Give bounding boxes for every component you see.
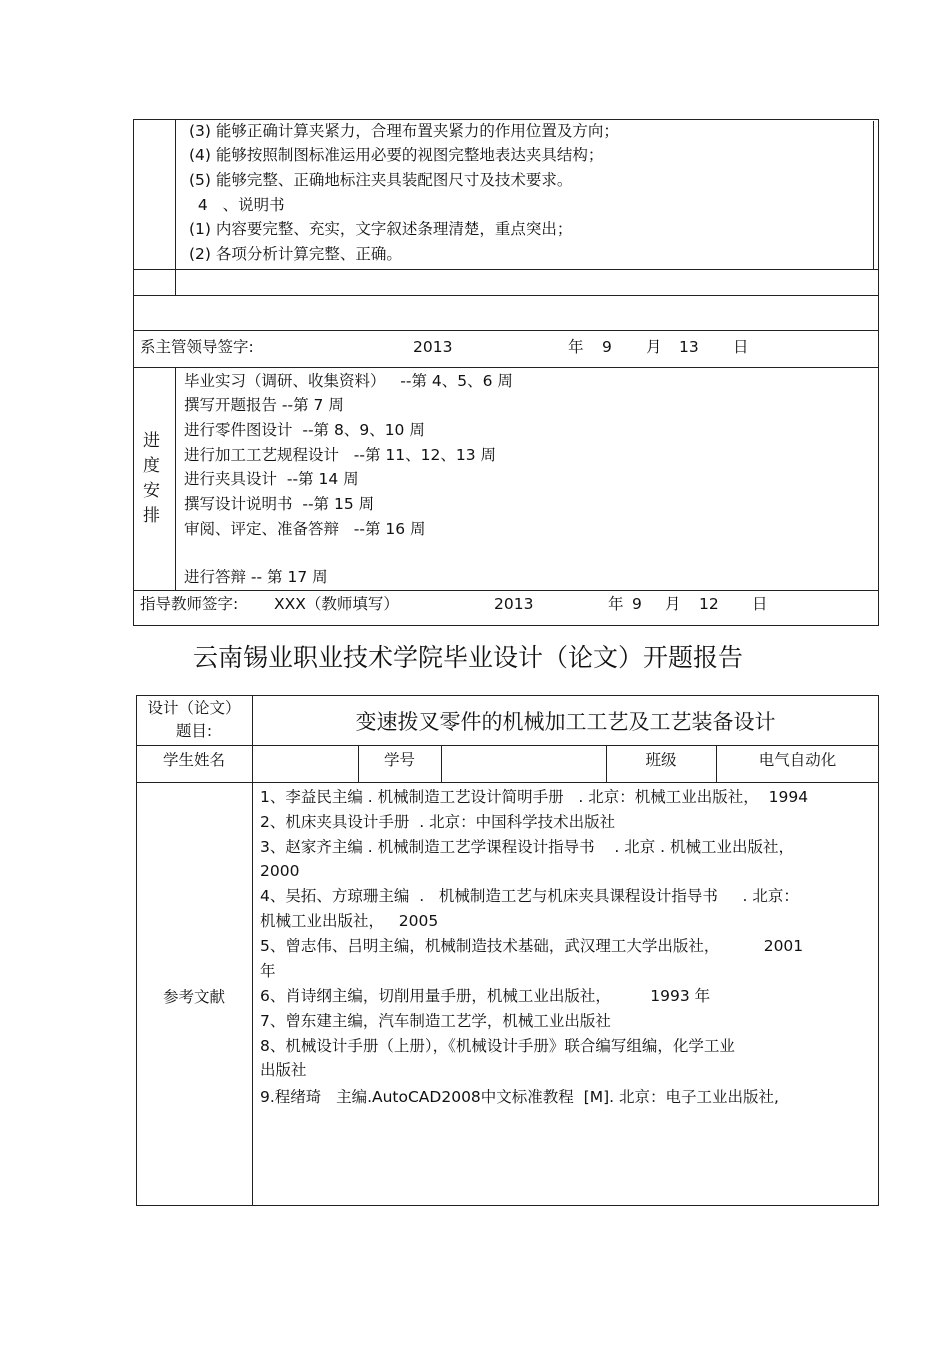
reference-line: 年 xyxy=(260,962,276,980)
teacher-sign-day-unit: 日 xyxy=(752,595,768,613)
reference-line: 机械工业出版社， 2005 xyxy=(260,912,439,930)
reference-line: 6、肖诗纲主编，切削用量手册，机械工业出版社， 1993 年 xyxy=(260,987,711,1005)
schedule-label-column-line xyxy=(175,367,176,590)
reference-line: 3、赵家齐主编 . 机械制造工艺学课程设计指导书 . 北京 . 机械工业出版社， xyxy=(260,838,794,856)
requirement-line: (4) 能够按照制图标准运用必要的视图完整地表达夹具结构； xyxy=(189,146,604,164)
schedule-label-char: 度 xyxy=(143,456,160,476)
table1-row-line-3 xyxy=(133,330,879,331)
dept-sign-year-unit: 年 xyxy=(568,338,584,356)
table2-row-line-1 xyxy=(136,745,879,746)
student-name-label: 学生姓名 xyxy=(162,751,225,769)
table2-col-line-b xyxy=(441,745,442,782)
requirement-line: (5) 能够完整、正确地标注夹具装配图尺寸及技术要求。 xyxy=(189,171,573,189)
reference-line: 7、曾东建主编，汽车制造工艺学，机械工业出版社 xyxy=(260,1012,611,1030)
requirement-line: 4 、说明书 xyxy=(193,196,285,214)
table2-row-line-2 xyxy=(136,782,879,783)
dept-sign-month-unit: 月 xyxy=(646,338,662,356)
schedule-label-char: 进 xyxy=(143,431,160,451)
reference-line: 4、吴拓、方琼珊主编 . 机械制造工艺与机床夹具课程设计指导书 . 北京： xyxy=(260,887,799,905)
topic-label-line2: 题目: xyxy=(175,722,213,740)
dept-sign-day: 13 xyxy=(679,338,699,356)
class-label: 班级 xyxy=(645,751,677,769)
schedule-item: 撰写开题报告 --第 7 周 xyxy=(184,396,344,414)
schedule-item: 进行零件图设计 --第 8、9、10 周 xyxy=(184,421,425,439)
schedule-item: 毕业实习（调研、收集资料） --第 4、5、6 周 xyxy=(184,372,513,390)
class-value: 电气自动化 xyxy=(758,751,837,769)
student-id-label: 学号 xyxy=(383,751,415,769)
teacher-sign-month-unit: 月 xyxy=(665,595,681,613)
table1-row-line-1 xyxy=(133,269,879,270)
requirement-line: (3) 能够正确计算夹紧力，合理布置夹紧力的作用位置及方向； xyxy=(189,122,619,140)
table1-row-line-4 xyxy=(133,367,879,368)
dept-sign-year: 2013 xyxy=(413,338,453,356)
schedule-item: 撰写设计说明书 --第 15 周 xyxy=(184,495,375,513)
reference-line: 8、机械设计手册（上册），《机械设计手册》联合编写组编，化学工业 xyxy=(260,1037,735,1055)
reference-line: 2000 xyxy=(260,862,300,880)
topic-value: 变速拨叉零件的机械加工工艺及工艺装备设计 xyxy=(355,710,776,734)
table1-inner-right-border xyxy=(873,121,874,269)
table2-label-column-line xyxy=(252,695,253,1206)
teacher-sign-day: 12 xyxy=(699,595,719,613)
schedule-label-char: 安 xyxy=(143,481,160,501)
teacher-sign-label: 指导教师签字: xyxy=(140,595,239,613)
table1-row-line-2 xyxy=(133,295,879,296)
table1-row-line-5 xyxy=(133,590,879,591)
reference-line: 2、机床夹具设计手册 . 北京：中国科学技术出版社 xyxy=(260,813,616,831)
dept-sign-month: 9 xyxy=(602,338,612,356)
dept-sign-label: 系主管领导签字: xyxy=(140,338,254,356)
schedule-item: 进行答辩 -- 第 17 周 xyxy=(184,568,328,586)
reference-line: 出版社 xyxy=(260,1061,307,1079)
requirement-line: (2) 各项分析计算完整、正确。 xyxy=(189,245,402,263)
requirement-line: (1) 内容要完整、充实，文字叙述条理清楚，重点突出； xyxy=(189,220,573,238)
reference-line: 1、李益民主编 . 机械制造工艺设计简明手册 . 北京：机械工业出版社， 1994 xyxy=(260,788,809,806)
schedule-item: 审阅、评定、准备答辩 --第 16 周 xyxy=(184,520,426,538)
report-title: 云南锡业职业技术学院毕业设计（论文）开题报告 xyxy=(192,643,743,672)
teacher-name: XXX（教师填写） xyxy=(274,595,399,613)
teacher-sign-year: 2013 xyxy=(494,595,534,613)
reference-line: 5、曾志伟、吕明主编，机械制造技术基础，武汉理工大学出版社， 2001 xyxy=(260,937,804,955)
teacher-sign-month: 9 xyxy=(632,595,642,613)
reference-line: 9.程绪琦 主编.AutoCAD2008中文标准教程 [M]. 北京：电子工业出版社, xyxy=(260,1088,779,1106)
references-label: 参考文献 xyxy=(162,988,225,1006)
schedule-label-char: 排 xyxy=(143,506,160,526)
schedule-item: 进行加工工艺规程设计 --第 11、12、13 周 xyxy=(184,446,496,464)
schedule-item: 进行夹具设计 --第 14 周 xyxy=(184,470,359,488)
teacher-sign-year-unit: 年 xyxy=(608,595,624,613)
topic-label-line1: 设计（论文） xyxy=(147,699,241,717)
dept-sign-day-unit: 日 xyxy=(733,338,749,356)
